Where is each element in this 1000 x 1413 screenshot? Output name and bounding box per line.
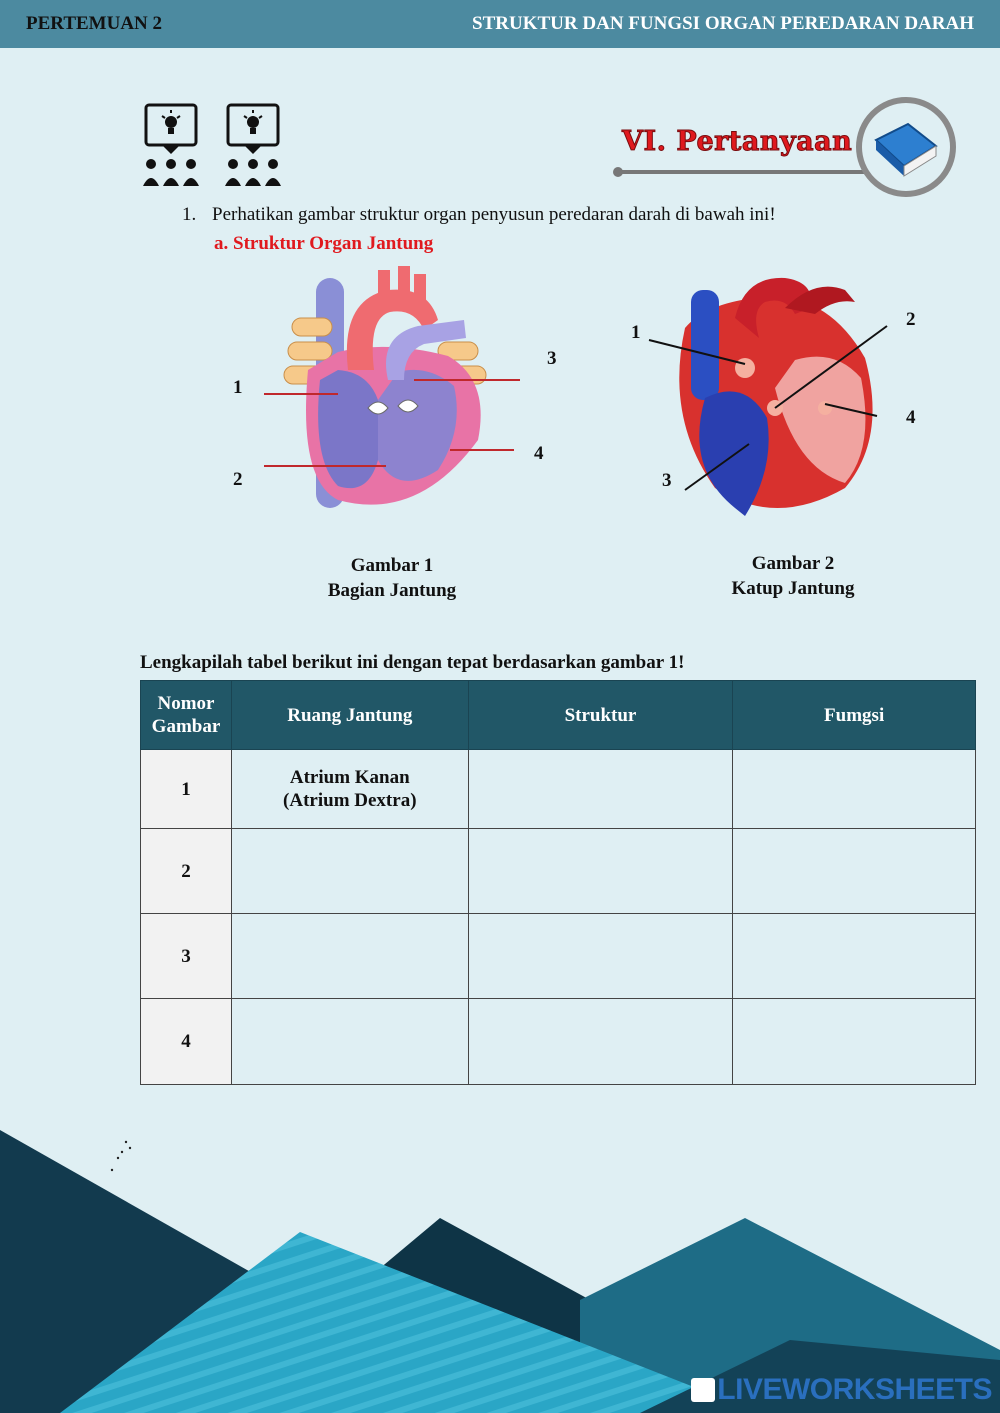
table-row (141, 999, 976, 1085)
row-number: 2 (141, 829, 232, 914)
row-number: 4 (141, 999, 232, 1085)
fig2-label-2: 2 (906, 309, 916, 330)
header-fungsi: Fumgsi (733, 681, 976, 750)
fungsi-answer-field[interactable] (733, 999, 976, 1085)
fig1-label-2: 2 (233, 469, 243, 490)
ruang-jantung-answer-field[interactable] (231, 999, 468, 1085)
ruang-jantung-line1: Atrium Kanan (289, 767, 410, 788)
row-number: 3 (141, 914, 232, 999)
fig2-label-3: 3 (662, 470, 672, 491)
fig1-label-4: 4 (534, 443, 544, 464)
fungsi-answer-field[interactable] (733, 914, 976, 999)
ruang-jantung-line2: (Atrium Dextra) (283, 790, 417, 811)
liveworksheets-mark-icon (691, 1378, 715, 1402)
figure2-caption-subtitle: Katup Jantung (731, 578, 855, 599)
struktur-answer-field[interactable] (468, 750, 733, 829)
struktur-answer-field[interactable] (468, 999, 733, 1085)
header-nomor-line1: Nomor (157, 693, 215, 714)
struktur-answer-field[interactable] (468, 829, 733, 914)
meeting-label: PERTEMUAN 2 (26, 13, 163, 34)
liveworksheets-logo (691, 1373, 992, 1407)
sub-question-label: a. Struktur Organ Jantung (214, 233, 434, 254)
section-title: VI. Pertanyaan (622, 126, 853, 157)
answer-table (140, 680, 976, 1085)
header-nomor-line2: Gambar (151, 716, 221, 737)
topic-title: STRUKTUR DAN FUNGSI ORGAN PEREDARAN DARAH (472, 13, 974, 34)
group-discussion-icon (140, 102, 290, 188)
heart-diagram-figure (228, 260, 568, 530)
table-row (141, 750, 976, 829)
header-ruang-jantung: Ruang Jantung (231, 681, 468, 750)
figure1-caption-subtitle: Bagian Jantung (327, 580, 457, 601)
fungsi-answer-field[interactable] (733, 750, 976, 829)
table-instruction: Lengkapilah tabel berikut ini dengan tepat berdasarkan gambar 1! (140, 652, 685, 673)
figure1-caption (292, 553, 492, 603)
table-row (141, 914, 976, 999)
fig1-label-1: 1 (233, 377, 243, 398)
row-number: 1 (141, 750, 232, 829)
ruang-jantung-answer-field[interactable] (231, 914, 468, 999)
figure2-caption (693, 551, 893, 601)
header-nomor-gambar (141, 681, 232, 750)
question-body: Perhatikan gambar struktur organ penyusun peredaran darah di bawah ini! (212, 204, 776, 225)
ruang-jantung-answer-field[interactable] (231, 829, 468, 914)
fungsi-answer-field[interactable] (733, 829, 976, 914)
ruang-jantung-cell[interactable] (231, 750, 468, 829)
header-bar (0, 0, 1000, 48)
decorative-mountains (0, 1100, 1000, 1413)
fig1-label-3: 3 (547, 348, 557, 369)
figure2-caption-title: Gambar 2 (751, 553, 835, 574)
figure1-caption-title: Gambar 1 (350, 555, 434, 576)
fig2-label-4: 4 (906, 407, 916, 428)
liveworksheets-logo-text: LIVEWORKSHEETS (717, 1373, 992, 1406)
table-row (141, 829, 976, 914)
question-number: 1. (182, 204, 197, 225)
struktur-answer-field[interactable] (468, 914, 733, 999)
question-text (182, 204, 776, 226)
fig2-label-1: 1 (631, 322, 641, 343)
header-struktur: Struktur (468, 681, 733, 750)
table-header-row (141, 681, 976, 750)
